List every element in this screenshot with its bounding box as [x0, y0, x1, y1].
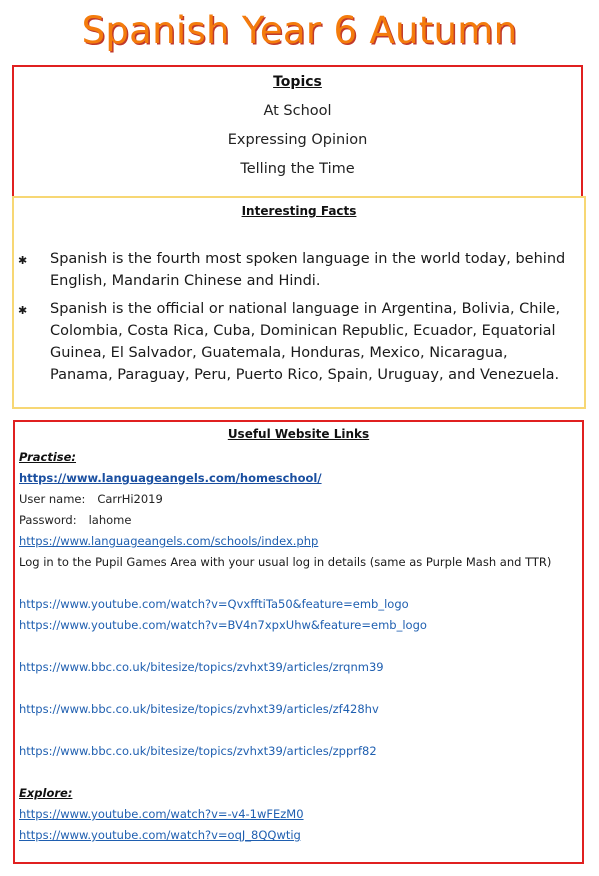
topics-list [14, 97, 581, 184]
topic-item: At School [263, 103, 332, 119]
bbc-link-1[interactable]: https://www.bbc.co.uk/bitesize/topics/zvhxt39/articles/zrqnm39 [19, 660, 384, 674]
explore-link-2[interactable]: https://www.youtube.com/watch?v=oqJ_8QQwtig [19, 828, 301, 842]
explore-label: Explore: [19, 786, 73, 800]
username-label: User name: [19, 492, 86, 506]
page-title: Spanish Year 6 Autumn [81, 9, 518, 52]
fact-item [14, 298, 584, 386]
facts-section [12, 196, 586, 409]
fact-text: Spanish is the official or national language in Argentina, Bolivia, Chile, Colombia, Costa Rica, Cuba, Dominican Republic, Ecuador, Equatorial Guinea, El Salvador, Guatemala, Honduras, Mexico, Nicaragua, Panama, Paraguay, Peru, Puerto Rico, Spain, Uruguay, and Venezuela. [50, 301, 561, 383]
password-row [19, 510, 582, 531]
bullet-icon: ✱ [18, 254, 28, 267]
username-value: CarrHi2019 [97, 492, 163, 506]
password-value: lahome [88, 513, 132, 527]
password-label: Password: [19, 513, 77, 527]
youtube-link-2[interactable]: https://www.youtube.com/watch?v=BV4n7xpxUhw&feature=emb_logo [19, 618, 427, 632]
language-angels-homeschool-link[interactable]: https://www.languageangels.com/homeschool/ [19, 471, 322, 485]
bbc-link-2[interactable]: https://www.bbc.co.uk/bitesize/topics/zvhxt39/articles/zf428hv [19, 702, 379, 716]
links-body [15, 447, 582, 846]
youtube-link-1[interactable]: https://www.youtube.com/watch?v=QvxfftiTa50&feature=emb_logo [19, 597, 409, 611]
login-note: Log in to the Pupil Games Area with your usual log in details (same as Purple Mash and TTR) [19, 555, 552, 569]
links-section [13, 420, 584, 864]
links-heading: Useful Website Links [227, 427, 370, 441]
topics-section [12, 65, 583, 197]
fact-item [14, 248, 584, 292]
practise-label: Practise: [19, 450, 77, 464]
bbc-link-3[interactable]: https://www.bbc.co.uk/bitesize/topics/zvhxt39/articles/zpprf82 [19, 744, 377, 758]
topics-heading: Topics [273, 74, 322, 90]
bullet-icon: ✱ [18, 304, 28, 317]
fact-text: Spanish is the fourth most spoken language in the world today, behind English, Mandarin Chinese and Hindi. [50, 251, 566, 289]
facts-list [14, 248, 584, 386]
explore-link-1[interactable]: https://www.youtube.com/watch?v=-v4-1wFEzM0 [19, 807, 304, 821]
topic-item: Telling the Time [240, 161, 355, 177]
facts-heading: Interesting Facts [241, 204, 357, 218]
topic-item: Expressing Opinion [227, 132, 368, 148]
username-row [19, 489, 582, 510]
language-angels-schools-link[interactable]: https://www.languageangels.com/schools/index.php [19, 534, 319, 548]
